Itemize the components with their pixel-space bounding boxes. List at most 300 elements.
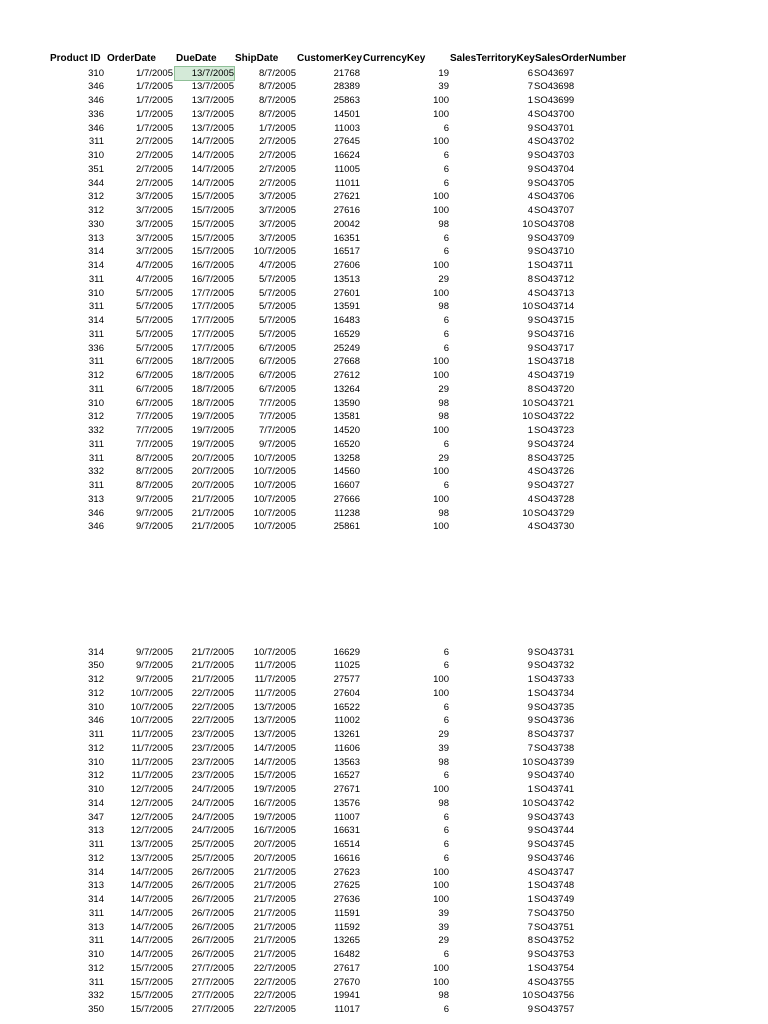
cell-order-date[interactable]: 5/7/2005 xyxy=(136,328,173,340)
cell-ship-date[interactable]: 21/7/2005 xyxy=(253,907,296,919)
cell-sales-territory-key[interactable]: 10 xyxy=(522,301,533,313)
cell-sales-order-number[interactable]: SO43743 xyxy=(534,811,575,823)
cell-customer-key[interactable]: 27666 xyxy=(333,493,360,505)
cell-currency-key[interactable]: 29 xyxy=(438,935,449,947)
cell-sales-order-number[interactable]: SO43750 xyxy=(534,907,575,919)
cell-customer-key[interactable]: 11592 xyxy=(334,921,360,933)
cell-order-date[interactable]: 14/7/2005 xyxy=(130,921,173,933)
table-row[interactable] xyxy=(0,163,768,177)
cell-product-id[interactable]: 311 xyxy=(88,480,104,491)
cell-currency-key[interactable]: 98 xyxy=(438,756,449,768)
cell-customer-key[interactable]: 27616 xyxy=(333,205,360,216)
cell-due-date[interactable]: 21/7/2005 xyxy=(191,674,234,685)
cell-currency-key[interactable]: 29 xyxy=(438,452,449,464)
cell-due-date[interactable]: 18/7/2005 xyxy=(191,383,234,395)
cell-ship-date[interactable]: 8/7/2005 xyxy=(259,81,296,93)
cell-customer-key[interactable]: 27645 xyxy=(333,136,360,148)
cell-customer-key[interactable]: 27671 xyxy=(333,784,360,795)
cell-sales-order-number[interactable]: SO43718 xyxy=(534,356,575,368)
cell-sales-order-number[interactable]: SO43721 xyxy=(534,397,575,409)
cell-order-date[interactable]: 3/7/2005 xyxy=(136,246,173,258)
cell-currency-key[interactable]: 100 xyxy=(433,95,449,106)
cell-ship-date[interactable]: 16/7/2005 xyxy=(253,797,296,809)
cell-sales-territory-key[interactable]: 1 xyxy=(527,880,533,892)
cell-due-date[interactable]: 14/7/2005 xyxy=(191,150,234,161)
cell-customer-key[interactable]: 27621 xyxy=(333,191,360,203)
cell-sales-order-number[interactable]: SO43697 xyxy=(534,67,575,79)
cell-due-date[interactable]: 21/7/2005 xyxy=(191,646,234,658)
header-sales-order-number[interactable]: SalesOrderNumber xyxy=(535,53,627,64)
cell-currency-key[interactable]: 19 xyxy=(438,67,449,79)
cell-customer-key[interactable]: 13590 xyxy=(333,397,360,409)
cell-customer-key[interactable]: 16624 xyxy=(333,150,360,161)
cell-product-id[interactable]: 311 xyxy=(88,301,104,313)
cell-due-date[interactable]: 27/7/2005 xyxy=(191,962,234,974)
cell-product-id[interactable]: 332 xyxy=(88,990,104,1002)
cell-customer-key[interactable]: 16483 xyxy=(333,315,360,326)
cell-ship-date[interactable]: 19/7/2005 xyxy=(253,784,296,795)
cell-ship-date[interactable]: 3/7/2005 xyxy=(259,191,296,203)
cell-product-id[interactable]: 312 xyxy=(88,674,104,685)
cell-order-date[interactable]: 1/7/2005 xyxy=(136,108,173,120)
table-row[interactable] xyxy=(0,328,768,342)
table-row[interactable] xyxy=(0,273,768,287)
table-row[interactable] xyxy=(0,811,768,825)
cell-currency-key[interactable]: 100 xyxy=(433,287,449,299)
cell-sales-territory-key[interactable]: 9 xyxy=(527,163,533,175)
cell-order-date[interactable]: 1/7/2005 xyxy=(136,95,173,106)
cell-currency-key[interactable]: 6 xyxy=(443,246,449,258)
cell-currency-key[interactable]: 100 xyxy=(433,493,449,505)
cell-ship-date[interactable]: 10/7/2005 xyxy=(253,466,296,478)
cell-currency-key[interactable]: 98 xyxy=(438,507,449,519)
cell-sales-order-number[interactable]: SO43708 xyxy=(534,218,575,230)
cell-sales-territory-key[interactable]: 8 xyxy=(527,452,533,464)
cell-sales-order-number[interactable]: SO43739 xyxy=(534,756,575,768)
cell-customer-key[interactable]: 11238 xyxy=(334,507,360,519)
cell-ship-date[interactable]: 5/7/2005 xyxy=(259,273,296,285)
cell-product-id[interactable]: 314 xyxy=(88,866,104,878)
cell-ship-date[interactable]: 20/7/2005 xyxy=(253,852,296,864)
cell-customer-key[interactable]: 27601 xyxy=(333,287,360,299)
table-row[interactable] xyxy=(0,824,768,838)
table-row[interactable] xyxy=(0,369,768,383)
cell-customer-key[interactable]: 25863 xyxy=(333,95,360,106)
cell-sales-order-number[interactable]: SO43712 xyxy=(534,273,575,285)
cell-sales-territory-key[interactable]: 9 xyxy=(527,701,533,713)
table-row[interactable] xyxy=(0,507,768,521)
cell-product-id[interactable]: 312 xyxy=(88,411,104,423)
cell-due-date[interactable]: 24/7/2005 xyxy=(191,811,234,823)
cell-sales-territory-key[interactable]: 4 xyxy=(527,136,533,148)
cell-sales-order-number[interactable]: SO43737 xyxy=(534,729,575,740)
cell-sales-territory-key[interactable]: 10 xyxy=(522,507,533,519)
cell-customer-key[interactable]: 27604 xyxy=(333,687,360,699)
table-row[interactable] xyxy=(0,742,768,756)
table-row[interactable] xyxy=(0,948,768,962)
cell-sales-territory-key[interactable]: 10 xyxy=(522,411,533,423)
cell-sales-territory-key[interactable]: 1 xyxy=(527,425,533,436)
cell-ship-date[interactable]: 22/7/2005 xyxy=(253,962,296,974)
cell-currency-key[interactable]: 100 xyxy=(433,260,449,271)
cell-sales-territory-key[interactable]: 10 xyxy=(522,397,533,409)
cell-sales-territory-key[interactable]: 9 xyxy=(527,315,533,326)
cell-sales-territory-key[interactable]: 9 xyxy=(527,150,533,161)
cell-customer-key[interactable]: 16527 xyxy=(333,770,360,782)
cell-due-date[interactable]: 19/7/2005 xyxy=(191,438,234,450)
cell-due-date[interactable]: 25/7/2005 xyxy=(191,839,234,850)
cell-sales-territory-key[interactable]: 4 xyxy=(527,108,533,120)
table-row[interactable] xyxy=(0,838,768,852)
cell-sales-territory-key[interactable]: 9 xyxy=(527,1004,533,1015)
cell-ship-date[interactable]: 22/7/2005 xyxy=(253,990,296,1002)
cell-due-date[interactable]: 23/7/2005 xyxy=(191,729,234,740)
cell-sales-order-number[interactable]: SO43734 xyxy=(534,687,575,699)
cell-product-id[interactable]: 346 xyxy=(88,81,104,93)
cell-product-id[interactable]: 312 xyxy=(88,687,104,699)
cell-currency-key[interactable]: 6 xyxy=(443,177,449,189)
cell-sales-territory-key[interactable]: 9 xyxy=(527,122,533,134)
table-row[interactable] xyxy=(0,989,768,1003)
cell-product-id[interactable]: 311 xyxy=(88,438,104,450)
table-row[interactable] xyxy=(0,659,768,673)
cell-ship-date[interactable]: 5/7/2005 xyxy=(259,328,296,340)
cell-customer-key[interactable]: 13258 xyxy=(333,452,360,464)
cell-due-date[interactable]: 15/7/2005 xyxy=(191,218,234,230)
cell-currency-key[interactable]: 6 xyxy=(443,163,449,175)
cell-currency-key[interactable]: 100 xyxy=(433,521,449,533)
cell-customer-key[interactable]: 16629 xyxy=(333,646,360,658)
cell-due-date[interactable]: 19/7/2005 xyxy=(191,411,234,423)
table-row[interactable] xyxy=(0,287,768,301)
cell-ship-date[interactable]: 14/7/2005 xyxy=(253,742,296,754)
cell-customer-key[interactable]: 16482 xyxy=(333,949,360,960)
cell-sales-territory-key[interactable]: 9 xyxy=(527,715,533,727)
cell-product-id[interactable]: 311 xyxy=(88,273,104,285)
cell-sales-order-number[interactable]: SO43745 xyxy=(534,839,575,850)
cell-order-date[interactable]: 15/7/2005 xyxy=(130,990,173,1002)
cell-customer-key[interactable]: 13265 xyxy=(333,935,360,947)
cell-ship-date[interactable]: 21/7/2005 xyxy=(253,949,296,960)
header-order-date[interactable]: OrderDate xyxy=(107,53,156,64)
cell-product-id[interactable]: 314 xyxy=(88,894,104,905)
cell-currency-key[interactable]: 100 xyxy=(433,425,449,436)
cell-sales-territory-key[interactable]: 7 xyxy=(527,742,533,754)
cell-order-date[interactable]: 3/7/2005 xyxy=(136,232,173,244)
cell-customer-key[interactable]: 11025 xyxy=(334,660,360,672)
cell-customer-key[interactable]: 13581 xyxy=(333,411,360,423)
cell-order-date[interactable]: 2/7/2005 xyxy=(136,150,173,161)
cell-order-date[interactable]: 11/7/2005 xyxy=(131,756,173,768)
cell-due-date[interactable]: 20/7/2005 xyxy=(191,480,234,491)
cell-sales-territory-key[interactable]: 9 xyxy=(527,811,533,823)
cell-sales-order-number[interactable]: SO43751 xyxy=(534,921,575,933)
table-row[interactable] xyxy=(0,122,768,136)
cell-order-date[interactable]: 9/7/2005 xyxy=(136,493,173,505)
cell-product-id[interactable]: 312 xyxy=(88,962,104,974)
cell-customer-key[interactable]: 13576 xyxy=(333,797,360,809)
cell-currency-key[interactable]: 98 xyxy=(438,301,449,313)
cell-customer-key[interactable]: 13264 xyxy=(333,383,360,395)
cell-order-date[interactable]: 2/7/2005 xyxy=(136,177,173,189)
cell-due-date[interactable]: 17/7/2005 xyxy=(191,342,234,354)
cell-sales-order-number[interactable]: SO43733 xyxy=(534,674,575,685)
cell-ship-date[interactable]: 3/7/2005 xyxy=(259,205,296,216)
cell-ship-date[interactable]: 11/7/2005 xyxy=(254,687,296,699)
cell-ship-date[interactable]: 5/7/2005 xyxy=(259,287,296,299)
cell-ship-date[interactable]: 3/7/2005 xyxy=(259,232,296,244)
cell-currency-key[interactable]: 98 xyxy=(438,990,449,1002)
cell-sales-territory-key[interactable]: 9 xyxy=(527,246,533,258)
cell-sales-order-number[interactable]: SO43746 xyxy=(534,852,575,864)
cell-order-date[interactable]: 9/7/2005 xyxy=(136,674,173,685)
cell-due-date[interactable]: 27/7/2005 xyxy=(191,976,234,988)
table-row[interactable] xyxy=(0,797,768,811)
cell-ship-date[interactable]: 1/7/2005 xyxy=(259,122,296,134)
cell-product-id[interactable]: 314 xyxy=(88,646,104,658)
cell-product-id[interactable]: 311 xyxy=(88,839,104,850)
cell-ship-date[interactable]: 5/7/2005 xyxy=(259,301,296,313)
table-row[interactable] xyxy=(0,921,768,935)
cell-ship-date[interactable]: 3/7/2005 xyxy=(259,218,296,230)
cell-currency-key[interactable]: 6 xyxy=(443,315,449,326)
cell-due-date[interactable]: 23/7/2005 xyxy=(191,770,234,782)
cell-ship-date[interactable]: 10/7/2005 xyxy=(253,493,296,505)
table-row[interactable] xyxy=(0,190,768,204)
cell-ship-date[interactable]: 13/7/2005 xyxy=(253,729,296,740)
cell-due-date[interactable]: 18/7/2005 xyxy=(191,370,234,381)
cell-product-id[interactable]: 311 xyxy=(88,452,104,464)
cell-sales-order-number[interactable]: SO43756 xyxy=(534,990,575,1002)
cell-order-date[interactable]: 5/7/2005 xyxy=(136,315,173,326)
cell-product-id[interactable]: 310 xyxy=(88,287,104,299)
table-row[interactable] xyxy=(0,424,768,438)
cell-currency-key[interactable]: 6 xyxy=(443,122,449,134)
cell-customer-key[interactable]: 27625 xyxy=(333,880,360,892)
cell-sales-order-number[interactable]: SO43698 xyxy=(534,81,575,93)
cell-sales-territory-key[interactable]: 4 xyxy=(527,521,533,533)
cell-sales-order-number[interactable]: SO43714 xyxy=(534,301,575,313)
cell-sales-territory-key[interactable]: 9 xyxy=(527,825,533,837)
table-row[interactable] xyxy=(0,383,768,397)
cell-order-date[interactable]: 5/7/2005 xyxy=(136,342,173,354)
cell-currency-key[interactable]: 6 xyxy=(443,438,449,450)
table-row[interactable] xyxy=(0,355,768,369)
cell-sales-territory-key[interactable]: 1 xyxy=(527,784,533,795)
cell-currency-key[interactable]: 98 xyxy=(438,411,449,423)
cell-ship-date[interactable]: 19/7/2005 xyxy=(253,811,296,823)
cell-sales-order-number[interactable]: SO43707 xyxy=(534,205,575,216)
cell-due-date[interactable]: 14/7/2005 xyxy=(191,163,234,175)
cell-product-id[interactable]: 310 xyxy=(88,150,104,161)
cell-product-id[interactable]: 312 xyxy=(88,205,104,216)
cell-currency-key[interactable]: 39 xyxy=(438,81,449,93)
cell-ship-date[interactable]: 10/7/2005 xyxy=(253,521,296,533)
cell-ship-date[interactable]: 13/7/2005 xyxy=(253,715,296,727)
cell-sales-order-number[interactable]: SO43706 xyxy=(534,191,575,203)
header-ship-date[interactable]: ShipDate xyxy=(235,53,279,64)
cell-ship-date[interactable]: 2/7/2005 xyxy=(259,163,296,175)
table-row[interactable] xyxy=(0,397,768,411)
cell-due-date[interactable]: 13/7/2005 xyxy=(191,122,234,134)
cell-currency-key[interactable]: 39 xyxy=(438,742,449,754)
cell-currency-key[interactable]: 100 xyxy=(433,136,449,148)
cell-due-date[interactable]: 17/7/2005 xyxy=(191,328,234,340)
cell-order-date[interactable]: 5/7/2005 xyxy=(136,301,173,313)
cell-sales-order-number[interactable]: SO43720 xyxy=(534,383,575,395)
cell-sales-order-number[interactable]: SO43711 xyxy=(534,260,574,271)
cell-ship-date[interactable]: 11/7/2005 xyxy=(254,660,296,672)
cell-ship-date[interactable]: 8/7/2005 xyxy=(259,67,296,79)
table-row[interactable] xyxy=(0,893,768,907)
cell-product-id[interactable]: 311 xyxy=(88,976,104,988)
cell-product-id[interactable]: 311 xyxy=(88,383,104,395)
cell-order-date[interactable]: 3/7/2005 xyxy=(136,218,173,230)
cell-sales-territory-key[interactable]: 9 xyxy=(527,438,533,450)
cell-currency-key[interactable]: 100 xyxy=(433,880,449,892)
cell-product-id[interactable]: 346 xyxy=(88,521,104,533)
cell-ship-date[interactable]: 21/7/2005 xyxy=(253,866,296,878)
cell-order-date[interactable]: 13/7/2005 xyxy=(130,839,173,850)
cell-due-date[interactable]: 18/7/2005 xyxy=(191,397,234,409)
table-row[interactable] xyxy=(0,493,768,507)
table-row[interactable] xyxy=(0,879,768,893)
cell-sales-order-number[interactable]: SO43703 xyxy=(534,150,575,161)
cell-customer-key[interactable]: 14560 xyxy=(333,466,360,478)
cell-order-date[interactable]: 14/7/2005 xyxy=(130,949,173,960)
cell-currency-key[interactable]: 100 xyxy=(433,674,449,685)
cell-due-date[interactable]: 27/7/2005 xyxy=(191,1004,234,1015)
cell-due-date[interactable]: 15/7/2005 xyxy=(191,246,234,258)
cell-sales-order-number[interactable]: SO43717 xyxy=(534,342,575,354)
cell-customer-key[interactable]: 16607 xyxy=(333,480,360,491)
cell-sales-order-number[interactable]: SO43704 xyxy=(534,163,575,175)
cell-ship-date[interactable]: 6/7/2005 xyxy=(259,383,296,395)
table-row[interactable] xyxy=(0,1003,768,1017)
cell-currency-key[interactable]: 100 xyxy=(433,191,449,203)
cell-currency-key[interactable]: 6 xyxy=(443,342,449,354)
cell-product-id[interactable]: 310 xyxy=(88,701,104,713)
cell-due-date[interactable]: 24/7/2005 xyxy=(191,784,234,795)
cell-sales-order-number[interactable]: SO43730 xyxy=(534,521,575,533)
cell-product-id[interactable]: 310 xyxy=(88,949,104,960)
header-due-date[interactable]: DueDate xyxy=(176,53,217,64)
cell-currency-key[interactable]: 29 xyxy=(438,729,449,740)
cell-order-date[interactable]: 1/7/2005 xyxy=(136,81,173,93)
cell-customer-key[interactable]: 14501 xyxy=(333,108,360,120)
cell-due-date[interactable]: 26/7/2005 xyxy=(191,935,234,947)
cell-ship-date[interactable]: 6/7/2005 xyxy=(259,356,296,368)
cell-ship-date[interactable]: 21/7/2005 xyxy=(253,880,296,892)
cell-due-date[interactable]: 13/7/2005 xyxy=(175,67,234,81)
cell-sales-order-number[interactable]: SO43719 xyxy=(534,370,575,381)
cell-customer-key[interactable]: 11003 xyxy=(334,122,360,134)
cell-sales-territory-key[interactable]: 9 xyxy=(527,949,533,960)
table-row[interactable] xyxy=(0,714,768,728)
table-row[interactable] xyxy=(0,962,768,976)
cell-ship-date[interactable]: 21/7/2005 xyxy=(253,935,296,947)
cell-order-date[interactable]: 14/7/2005 xyxy=(130,935,173,947)
cell-customer-key[interactable]: 27668 xyxy=(333,356,360,368)
cell-customer-key[interactable]: 28389 xyxy=(333,81,360,93)
cell-sales-territory-key[interactable]: 4 xyxy=(527,466,533,478)
cell-sales-order-number[interactable]: SO43710 xyxy=(534,246,575,258)
cell-ship-date[interactable]: 14/7/2005 xyxy=(253,756,296,768)
cell-product-id[interactable]: 312 xyxy=(88,191,104,203)
cell-customer-key[interactable]: 27670 xyxy=(333,976,360,988)
cell-sales-order-number[interactable]: SO43723 xyxy=(534,425,575,436)
cell-sales-order-number[interactable]: SO43738 xyxy=(534,742,575,754)
cell-customer-key[interactable]: 27577 xyxy=(333,674,360,685)
cell-customer-key[interactable]: 27623 xyxy=(333,866,360,878)
cell-order-date[interactable]: 12/7/2005 xyxy=(130,825,173,837)
cell-currency-key[interactable]: 6 xyxy=(443,150,449,161)
cell-due-date[interactable]: 23/7/2005 xyxy=(191,756,234,768)
table-row[interactable] xyxy=(0,80,768,94)
cell-product-id[interactable]: 311 xyxy=(88,907,104,919)
cell-sales-territory-key[interactable]: 9 xyxy=(527,232,533,244)
cell-customer-key[interactable]: 16520 xyxy=(333,438,360,450)
cell-sales-order-number[interactable]: SO43757 xyxy=(534,1004,575,1015)
cell-sales-order-number[interactable]: SO43700 xyxy=(534,108,575,120)
cell-product-id[interactable]: 351 xyxy=(88,163,104,175)
cell-sales-order-number[interactable]: SO43741 xyxy=(534,784,575,795)
table-row[interactable] xyxy=(0,245,768,259)
cell-order-date[interactable]: 3/7/2005 xyxy=(136,191,173,203)
cell-order-date[interactable]: 14/7/2005 xyxy=(130,907,173,919)
cell-product-id[interactable]: 314 xyxy=(88,246,104,258)
header-customer-key[interactable]: CustomerKey xyxy=(297,53,363,64)
cell-sales-territory-key[interactable]: 1 xyxy=(527,356,533,368)
cell-due-date[interactable]: 26/7/2005 xyxy=(191,894,234,905)
cell-customer-key[interactable]: 25861 xyxy=(333,521,360,533)
cell-product-id[interactable]: 313 xyxy=(88,493,104,505)
table-row[interactable] xyxy=(0,314,768,328)
cell-product-id[interactable]: 312 xyxy=(88,852,104,864)
table-row[interactable] xyxy=(0,177,768,191)
cell-customer-key[interactable]: 27606 xyxy=(333,260,360,271)
cell-order-date[interactable]: 12/7/2005 xyxy=(130,797,173,809)
table-row[interactable] xyxy=(0,783,768,797)
cell-due-date[interactable]: 14/7/2005 xyxy=(191,177,234,189)
table-row[interactable] xyxy=(0,410,768,424)
table-row[interactable] xyxy=(0,866,768,880)
cell-due-date[interactable]: 26/7/2005 xyxy=(191,880,234,892)
cell-ship-date[interactable]: 15/7/2005 xyxy=(253,770,296,782)
table-row[interactable] xyxy=(0,976,768,990)
cell-customer-key[interactable]: 13513 xyxy=(333,273,360,285)
cell-currency-key[interactable]: 6 xyxy=(443,949,449,960)
cell-sales-territory-key[interactable]: 7 xyxy=(527,81,533,93)
cell-due-date[interactable]: 19/7/2005 xyxy=(191,425,234,436)
table-row[interactable] xyxy=(0,67,768,81)
cell-currency-key[interactable]: 6 xyxy=(443,770,449,782)
cell-ship-date[interactable]: 16/7/2005 xyxy=(253,825,296,837)
table-row[interactable] xyxy=(0,218,768,232)
cell-order-date[interactable]: 1/7/2005 xyxy=(136,122,173,134)
cell-sales-order-number[interactable]: SO43740 xyxy=(534,770,575,782)
cell-order-date[interactable]: 10/7/2005 xyxy=(130,701,173,713)
cell-sales-territory-key[interactable]: 7 xyxy=(527,921,533,933)
cell-due-date[interactable]: 25/7/2005 xyxy=(191,852,234,864)
cell-product-id[interactable]: 314 xyxy=(88,260,104,271)
cell-ship-date[interactable]: 5/7/2005 xyxy=(259,315,296,326)
cell-due-date[interactable]: 26/7/2005 xyxy=(191,907,234,919)
cell-customer-key[interactable]: 27612 xyxy=(333,370,360,381)
cell-due-date[interactable]: 26/7/2005 xyxy=(191,949,234,960)
cell-sales-order-number[interactable]: SO43699 xyxy=(534,95,575,106)
table-row[interactable] xyxy=(0,687,768,701)
